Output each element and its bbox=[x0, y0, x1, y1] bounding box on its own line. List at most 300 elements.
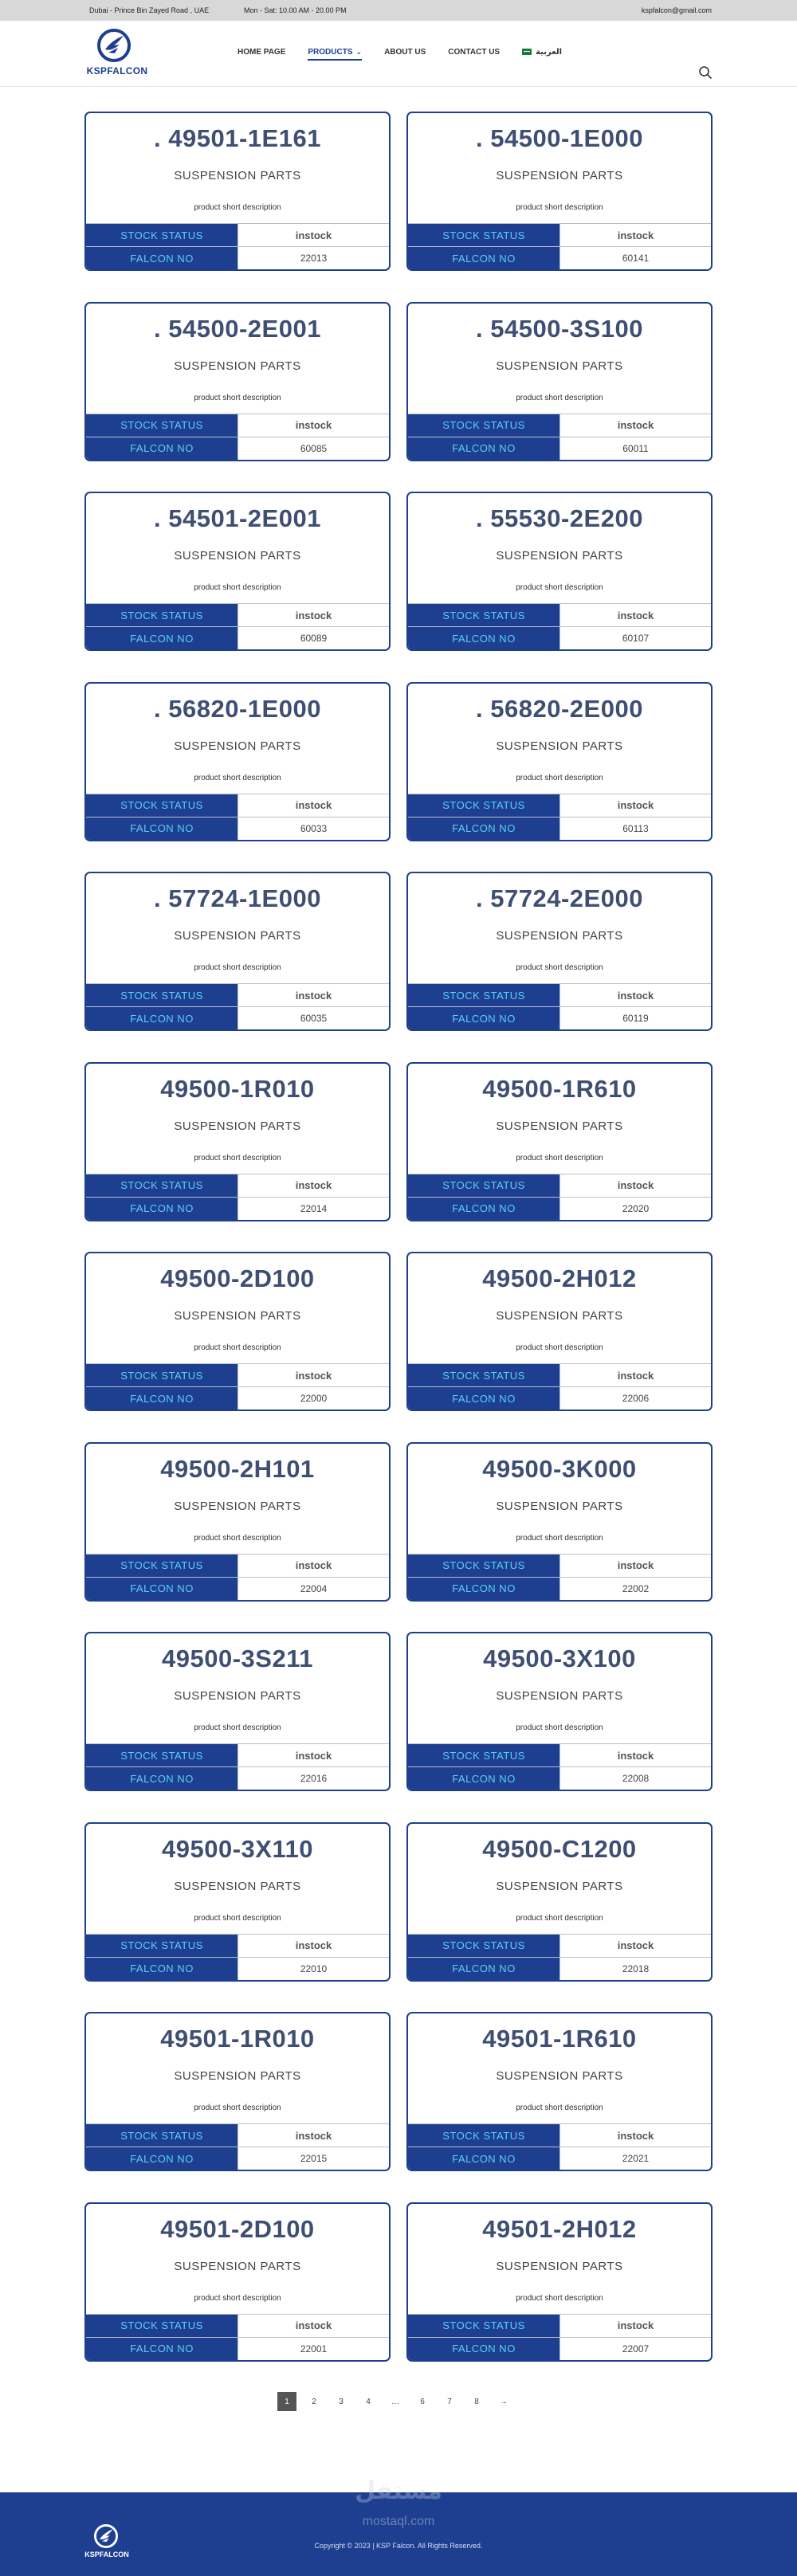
falcon-no-value: 60113 bbox=[559, 817, 711, 840]
falcon-no-label: FALCON NO bbox=[408, 1007, 559, 1029]
falcon-no-row bbox=[86, 817, 389, 840]
part-number[interactable]: 49500-3X110 bbox=[162, 1834, 313, 1863]
product-card[interactable] bbox=[84, 1822, 391, 1982]
product-short-description: product short description bbox=[194, 583, 281, 592]
product-category: SUSPENSION PARTS bbox=[174, 2069, 301, 2083]
product-category: SUSPENSION PARTS bbox=[174, 169, 301, 182]
product-meta-table bbox=[408, 1743, 711, 1790]
product-category: SUSPENSION PARTS bbox=[174, 1689, 301, 1703]
falcon-no-row bbox=[408, 2147, 711, 2170]
falcon-no-row bbox=[86, 1957, 389, 1980]
product-category: SUSPENSION PARTS bbox=[496, 2069, 623, 2083]
falcon-no-label: FALCON NO bbox=[408, 817, 559, 840]
falcon-no-label: FALCON NO bbox=[86, 437, 238, 460]
product-card[interactable] bbox=[406, 112, 713, 271]
falcon-no-row bbox=[408, 1577, 711, 1600]
product-category: SUSPENSION PARTS bbox=[174, 739, 301, 753]
falcon-no-value: 22007 bbox=[559, 2338, 711, 2360]
stock-status-row bbox=[86, 2123, 389, 2147]
product-category: SUSPENSION PARTS bbox=[496, 1689, 623, 1703]
product-meta-table bbox=[408, 223, 711, 269]
part-number[interactable]: 49501-1R610 bbox=[482, 2025, 637, 2053]
pagination-page[interactable]: 4 bbox=[366, 2397, 371, 2406]
product-meta-table bbox=[86, 983, 389, 1029]
product-category: SUSPENSION PARTS bbox=[174, 1499, 301, 1513]
stock-status-label: STOCK STATUS bbox=[408, 794, 559, 817]
product-category: SUSPENSION PARTS bbox=[496, 1879, 623, 1893]
product-meta-table bbox=[408, 2314, 711, 2360]
falcon-no-value: 60085 bbox=[238, 437, 389, 460]
stock-status-row bbox=[86, 1363, 389, 1386]
falcon-no-row bbox=[408, 1197, 711, 1220]
part-number[interactable]: 49500-2H012 bbox=[482, 1264, 637, 1292]
stock-status-label: STOCK STATUS bbox=[86, 794, 238, 817]
falcon-no-value: 60089 bbox=[238, 627, 389, 649]
product-meta-table bbox=[86, 1363, 389, 1410]
falcon-no-value: 22018 bbox=[559, 1958, 711, 1980]
part-number[interactable]: 49501-2H012 bbox=[482, 2214, 637, 2243]
product-meta-table bbox=[408, 2123, 711, 2170]
stock-status-label: STOCK STATUS bbox=[86, 1174, 238, 1197]
stock-status-label: STOCK STATUS bbox=[408, 1174, 559, 1197]
pagination-page[interactable]: 1 bbox=[277, 2392, 296, 2411]
stock-status-row bbox=[86, 794, 389, 817]
active-underline bbox=[308, 59, 362, 61]
product-card[interactable] bbox=[84, 872, 391, 1031]
stock-status-label: STOCK STATUS bbox=[408, 224, 559, 246]
part-number[interactable]: . 54500-2E001 bbox=[154, 314, 321, 343]
product-meta-table bbox=[86, 603, 389, 649]
part-number[interactable]: 49500-2H101 bbox=[160, 1454, 315, 1483]
product-short-description: product short description bbox=[194, 963, 281, 972]
product-card[interactable] bbox=[84, 492, 391, 651]
part-number[interactable]: 49500-1R010 bbox=[160, 1074, 315, 1103]
stock-status-label: STOCK STATUS bbox=[408, 984, 559, 1006]
part-number[interactable]: 49500-1R610 bbox=[482, 1074, 637, 1103]
stock-status-value: instock bbox=[238, 224, 389, 246]
product-card[interactable] bbox=[406, 1632, 713, 1791]
falcon-no-row bbox=[408, 1766, 711, 1790]
stock-status-row bbox=[86, 1174, 389, 1197]
product-short-description: product short description bbox=[516, 1913, 603, 1923]
falcon-no-value: 22016 bbox=[238, 1767, 389, 1790]
saudi-flag-icon bbox=[522, 49, 532, 55]
pagination-page[interactable]: 8 bbox=[474, 2397, 479, 2406]
product-card[interactable] bbox=[406, 1252, 713, 1411]
falcon-logo-icon bbox=[97, 29, 131, 62]
product-short-description: product short description bbox=[516, 963, 603, 972]
falcon-no-label: FALCON NO bbox=[86, 1958, 238, 1980]
site-footer bbox=[0, 2478, 797, 2576]
falcon-no-label: FALCON NO bbox=[86, 2147, 238, 2170]
product-meta-table bbox=[86, 1554, 389, 1600]
nav-products[interactable] bbox=[308, 48, 362, 57]
product-meta-table bbox=[86, 414, 389, 460]
falcon-no-row bbox=[86, 1577, 389, 1600]
product-grid bbox=[84, 112, 713, 2362]
falcon-no-label: FALCON NO bbox=[408, 247, 559, 269]
falcon-no-label: FALCON NO bbox=[86, 627, 238, 649]
watermark-logo: مستقل bbox=[355, 2478, 442, 2504]
stock-status-row bbox=[86, 1934, 389, 1957]
part-number[interactable]: 49500-3X100 bbox=[483, 1645, 636, 1672]
falcon-no-label: FALCON NO bbox=[86, 1198, 238, 1220]
stock-status-label: STOCK STATUS bbox=[86, 1744, 238, 1766]
stock-status-value: instock bbox=[559, 1744, 711, 1766]
product-card[interactable] bbox=[84, 2012, 391, 2171]
product-short-description: product short description bbox=[194, 1723, 281, 1732]
product-meta-table bbox=[408, 1554, 711, 1600]
pagination-page[interactable]: 7 bbox=[447, 2397, 452, 2406]
stock-status-value: instock bbox=[559, 1364, 711, 1386]
falcon-no-row bbox=[408, 437, 711, 460]
product-category: SUSPENSION PARTS bbox=[496, 169, 623, 182]
stock-status-value: instock bbox=[238, 1364, 389, 1386]
product-short-description: product short description bbox=[516, 583, 603, 592]
part-number[interactable]: 49500-3K000 bbox=[482, 1454, 637, 1483]
falcon-no-label: FALCON NO bbox=[408, 2338, 559, 2360]
product-short-description: product short description bbox=[516, 773, 603, 782]
falcon-no-row bbox=[408, 2337, 711, 2360]
stock-status-value: instock bbox=[238, 604, 389, 626]
part-number[interactable]: . 54500-1E000 bbox=[476, 124, 643, 152]
stock-status-row bbox=[86, 603, 389, 626]
falcon-no-label: FALCON NO bbox=[408, 1578, 559, 1600]
stock-status-label: STOCK STATUS bbox=[86, 224, 238, 246]
product-card[interactable] bbox=[84, 682, 391, 841]
address-text: Dubai - Prince Bin Zayed Road , UAE bbox=[89, 6, 210, 14]
stock-status-value: instock bbox=[559, 604, 711, 626]
product-meta-table bbox=[86, 2123, 389, 2170]
chevron-down-icon: ⌄ bbox=[355, 48, 363, 56]
stock-status-row bbox=[408, 983, 711, 1006]
falcon-no-value: 22021 bbox=[559, 2147, 711, 2170]
stock-status-value: instock bbox=[238, 414, 389, 437]
stock-status-row bbox=[408, 1554, 711, 1577]
site-header bbox=[0, 21, 797, 87]
nav-language-label: العربية bbox=[536, 48, 563, 57]
part-number[interactable]: 49500-C1200 bbox=[482, 1834, 637, 1863]
product-short-description: product short description bbox=[516, 2293, 603, 2303]
falcon-no-row bbox=[86, 246, 389, 269]
product-short-description: product short description bbox=[516, 1723, 603, 1732]
falcon-no-label: FALCON NO bbox=[86, 1767, 238, 1790]
falcon-no-row bbox=[86, 1766, 389, 1790]
top-bar bbox=[0, 0, 797, 21]
falcon-no-value: 22002 bbox=[559, 1578, 711, 1600]
product-short-description: product short description bbox=[194, 1913, 281, 1923]
stock-status-value: instock bbox=[238, 794, 389, 817]
product-card[interactable] bbox=[406, 872, 713, 1031]
product-category: SUSPENSION PARTS bbox=[174, 2259, 301, 2273]
stock-status-value: instock bbox=[238, 2124, 389, 2147]
logo-wordmark: KSPFALCON bbox=[86, 65, 148, 76]
product-meta-table bbox=[86, 794, 389, 840]
falcon-no-value: 22014 bbox=[238, 1198, 389, 1220]
product-card[interactable] bbox=[84, 1062, 391, 1221]
site-logo[interactable] bbox=[83, 29, 151, 80]
product-category: SUSPENSION PARTS bbox=[496, 2259, 623, 2273]
product-category: SUSPENSION PARTS bbox=[174, 1309, 301, 1323]
product-card[interactable] bbox=[406, 2012, 713, 2171]
stock-status-label: STOCK STATUS bbox=[408, 1364, 559, 1386]
product-card[interactable] bbox=[84, 2202, 391, 2362]
product-meta-table bbox=[408, 603, 711, 649]
pagination-next-arrow-icon[interactable]: → bbox=[500, 2397, 508, 2406]
falcon-no-label: FALCON NO bbox=[408, 627, 559, 649]
nav-products-label: PRODUCTS bbox=[308, 48, 353, 57]
falcon-no-label: FALCON NO bbox=[408, 1387, 559, 1410]
falcon-no-value: 60011 bbox=[559, 437, 711, 460]
nav-contact[interactable] bbox=[448, 48, 500, 57]
falcon-no-value: 60119 bbox=[559, 1007, 711, 1029]
falcon-no-value: 60141 bbox=[559, 247, 711, 269]
stock-status-value: instock bbox=[238, 1935, 389, 1957]
stock-status-label: STOCK STATUS bbox=[86, 2315, 238, 2337]
stock-status-value: instock bbox=[559, 1174, 711, 1197]
stock-status-label: STOCK STATUS bbox=[408, 1935, 559, 1957]
pagination bbox=[277, 2392, 521, 2411]
falcon-no-row bbox=[86, 2147, 389, 2170]
watermark-domain: mostaql.com bbox=[362, 2515, 435, 2528]
stock-status-row bbox=[408, 2123, 711, 2147]
falcon-no-label: FALCON NO bbox=[408, 2147, 559, 2170]
falcon-no-row bbox=[408, 1386, 711, 1410]
stock-status-value: instock bbox=[238, 1174, 389, 1197]
falcon-no-label: FALCON NO bbox=[86, 1578, 238, 1600]
product-card[interactable] bbox=[406, 1822, 713, 1982]
falcon-no-row bbox=[408, 246, 711, 269]
product-meta-table bbox=[86, 1743, 389, 1790]
stock-status-value: instock bbox=[559, 1935, 711, 1957]
stock-status-value: instock bbox=[559, 1555, 711, 1577]
product-short-description: product short description bbox=[194, 1153, 281, 1163]
falcon-no-row bbox=[86, 2337, 389, 2360]
product-card[interactable] bbox=[406, 302, 713, 461]
product-category: SUSPENSION PARTS bbox=[174, 929, 301, 943]
falcon-no-value: 60033 bbox=[238, 817, 389, 840]
part-number[interactable]: . 57724-2E000 bbox=[476, 884, 643, 912]
product-meta-table bbox=[408, 1174, 711, 1220]
stock-status-row bbox=[408, 794, 711, 817]
part-number[interactable]: 49501-2D100 bbox=[160, 2214, 315, 2243]
opening-hours-text: Mon - Sat: 10.00 AM - 20.00 PM bbox=[244, 6, 347, 14]
stock-status-row bbox=[408, 1174, 711, 1197]
falcon-no-row bbox=[408, 1957, 711, 1980]
part-number[interactable]: . 54500-3S100 bbox=[476, 314, 643, 343]
product-meta-table bbox=[86, 2314, 389, 2360]
product-category: SUSPENSION PARTS bbox=[496, 1309, 623, 1323]
falcon-no-label: FALCON NO bbox=[86, 2338, 238, 2360]
falcon-no-row bbox=[408, 626, 711, 649]
part-number[interactable]: . 56820-2E000 bbox=[476, 694, 643, 723]
falcon-no-value: 22010 bbox=[238, 1958, 389, 1980]
stock-status-label: STOCK STATUS bbox=[408, 2315, 559, 2337]
stock-status-label: STOCK STATUS bbox=[86, 2124, 238, 2147]
falcon-no-value: 60035 bbox=[238, 1007, 389, 1029]
part-number[interactable]: 49500-2D100 bbox=[160, 1264, 315, 1292]
falcon-no-value: 22015 bbox=[238, 2147, 389, 2170]
falcon-no-row bbox=[86, 1006, 389, 1029]
product-short-description: product short description bbox=[516, 203, 603, 212]
stock-status-value: instock bbox=[238, 1744, 389, 1766]
product-category: SUSPENSION PARTS bbox=[174, 549, 301, 563]
stock-status-row bbox=[86, 414, 389, 437]
stock-status-label: STOCK STATUS bbox=[86, 414, 238, 437]
pagination-page[interactable]: 2 bbox=[312, 2397, 316, 2406]
stock-status-value: instock bbox=[238, 1555, 389, 1577]
falcon-no-value: 22008 bbox=[559, 1767, 711, 1790]
product-short-description: product short description bbox=[194, 2293, 281, 2303]
product-card[interactable] bbox=[84, 1252, 391, 1411]
stock-status-row bbox=[408, 603, 711, 626]
part-number[interactable]: . 55530-2E200 bbox=[476, 504, 643, 532]
stock-status-label: STOCK STATUS bbox=[86, 604, 238, 626]
product-card[interactable] bbox=[406, 682, 713, 841]
copyright-text: Copyright © 2023 | KSP Falcon. All Rights Reserved. bbox=[314, 2542, 483, 2550]
falcon-no-label: FALCON NO bbox=[86, 817, 238, 840]
falcon-no-value: 60107 bbox=[559, 627, 711, 649]
pagination-page[interactable]: 3 bbox=[339, 2397, 344, 2406]
stock-status-row bbox=[86, 223, 389, 246]
product-short-description: product short description bbox=[516, 393, 603, 402]
product-category: SUSPENSION PARTS bbox=[174, 1119, 301, 1133]
product-short-description: product short description bbox=[194, 1533, 281, 1543]
stock-status-label: STOCK STATUS bbox=[408, 604, 559, 626]
stock-status-row bbox=[408, 414, 711, 437]
nav-contact-label: CONTACT US bbox=[448, 48, 501, 57]
product-short-description: product short description bbox=[516, 1153, 603, 1163]
stock-status-row bbox=[86, 1743, 389, 1766]
stock-status-row bbox=[86, 2314, 389, 2337]
product-card[interactable] bbox=[84, 1632, 391, 1791]
stock-status-value: instock bbox=[559, 2315, 711, 2337]
product-meta-table bbox=[86, 1174, 389, 1220]
footer-logo-wordmark: KSPFALCON bbox=[84, 2551, 129, 2558]
falcon-no-label: FALCON NO bbox=[408, 1198, 559, 1220]
product-meta-table bbox=[86, 1934, 389, 1980]
falcon-no-row bbox=[86, 437, 389, 460]
product-card[interactable] bbox=[84, 302, 391, 461]
falcon-no-row bbox=[408, 1006, 711, 1029]
product-category: SUSPENSION PARTS bbox=[174, 359, 301, 373]
product-category: SUSPENSION PARTS bbox=[496, 739, 623, 753]
stock-status-row bbox=[408, 1743, 711, 1766]
stock-status-label: STOCK STATUS bbox=[86, 1364, 238, 1386]
falcon-no-value: 22000 bbox=[238, 1387, 389, 1410]
product-card[interactable] bbox=[406, 1062, 713, 1221]
falcon-no-label: FALCON NO bbox=[86, 1007, 238, 1029]
stock-status-label: STOCK STATUS bbox=[86, 984, 238, 1006]
product-short-description: product short description bbox=[194, 393, 281, 402]
product-meta-table bbox=[408, 1363, 711, 1410]
falcon-no-label: FALCON NO bbox=[408, 1767, 559, 1790]
product-category: SUSPENSION PARTS bbox=[496, 549, 623, 563]
part-number[interactable]: . 54501-2E001 bbox=[154, 504, 321, 532]
stock-status-row bbox=[408, 1363, 711, 1386]
product-category: SUSPENSION PARTS bbox=[496, 1499, 623, 1513]
stock-status-row bbox=[408, 1934, 711, 1957]
product-category: SUSPENSION PARTS bbox=[174, 1879, 301, 1893]
falcon-no-label: FALCON NO bbox=[408, 1958, 559, 1980]
stock-status-row bbox=[86, 1554, 389, 1577]
search-icon[interactable] bbox=[698, 65, 713, 80]
product-meta-table bbox=[408, 1934, 711, 1980]
falcon-no-row bbox=[86, 626, 389, 649]
nav-about-label: ABOUT US bbox=[384, 48, 426, 57]
product-meta-table bbox=[408, 414, 711, 460]
product-meta-table bbox=[408, 983, 711, 1029]
product-card[interactable] bbox=[406, 2202, 713, 2362]
stock-status-value: instock bbox=[559, 984, 711, 1006]
falcon-no-value: 22020 bbox=[559, 1198, 711, 1220]
falcon-no-label: FALCON NO bbox=[408, 437, 559, 460]
nav-about[interactable] bbox=[384, 48, 426, 57]
stock-status-label: STOCK STATUS bbox=[408, 414, 559, 437]
part-number[interactable]: . 57724-1E000 bbox=[154, 884, 321, 912]
falcon-no-row bbox=[408, 817, 711, 840]
product-card[interactable] bbox=[406, 492, 713, 651]
stock-status-value: instock bbox=[559, 794, 711, 817]
product-meta-table bbox=[408, 794, 711, 840]
stock-status-row bbox=[86, 983, 389, 1006]
product-category: SUSPENSION PARTS bbox=[496, 359, 623, 373]
falcon-no-value: 22013 bbox=[238, 247, 389, 269]
falcon-no-row bbox=[86, 1386, 389, 1410]
stock-status-label: STOCK STATUS bbox=[408, 1555, 559, 1577]
product-category: SUSPENSION PARTS bbox=[496, 929, 623, 943]
pagination-page[interactable]: 6 bbox=[420, 2397, 425, 2406]
stock-status-row bbox=[408, 2314, 711, 2337]
product-short-description: product short description bbox=[194, 1343, 281, 1352]
falcon-no-row bbox=[86, 1197, 389, 1220]
email-link[interactable]: kspfalcon@gmail.com bbox=[641, 6, 712, 14]
pagination-ellipsis: … bbox=[391, 2397, 399, 2406]
nav-language-arabic[interactable] bbox=[522, 48, 562, 57]
product-short-description: product short description bbox=[194, 2104, 281, 2112]
part-number[interactable]: . 56820-1E000 bbox=[154, 694, 321, 723]
part-number[interactable]: . 49501-1E161 bbox=[154, 124, 321, 152]
product-short-description: product short description bbox=[194, 773, 281, 782]
stock-status-value: instock bbox=[238, 2315, 389, 2337]
product-meta-table bbox=[86, 223, 389, 269]
product-short-description: product short description bbox=[194, 203, 281, 212]
stock-status-value: instock bbox=[238, 984, 389, 1006]
product-short-description: product short description bbox=[516, 2104, 603, 2112]
stock-status-label: STOCK STATUS bbox=[408, 2124, 559, 2147]
product-card[interactable] bbox=[406, 1442, 713, 1602]
stock-status-value: instock bbox=[559, 2124, 711, 2147]
stock-status-row bbox=[408, 223, 711, 246]
product-card[interactable] bbox=[84, 1442, 391, 1602]
nav-home-label: HOME PAGE bbox=[238, 48, 286, 57]
falcon-no-value: 22001 bbox=[238, 2338, 389, 2360]
stock-status-label: STOCK STATUS bbox=[86, 1555, 238, 1577]
nav-home[interactable] bbox=[238, 48, 285, 57]
part-number[interactable]: 49500-3S211 bbox=[162, 1645, 313, 1672]
stock-status-value: instock bbox=[559, 414, 711, 437]
product-card[interactable] bbox=[84, 112, 391, 271]
product-short-description: product short description bbox=[516, 1533, 603, 1543]
falcon-no-value: 22004 bbox=[238, 1578, 389, 1600]
main-nav bbox=[238, 48, 584, 57]
part-number[interactable]: 49501-1R010 bbox=[160, 2025, 315, 2053]
falcon-no-label: FALCON NO bbox=[86, 247, 238, 269]
product-category: SUSPENSION PARTS bbox=[496, 1119, 623, 1133]
stock-status-label: STOCK STATUS bbox=[86, 1935, 238, 1957]
falcon-no-value: 22006 bbox=[559, 1387, 711, 1410]
product-short-description: product short description bbox=[516, 1343, 603, 1352]
